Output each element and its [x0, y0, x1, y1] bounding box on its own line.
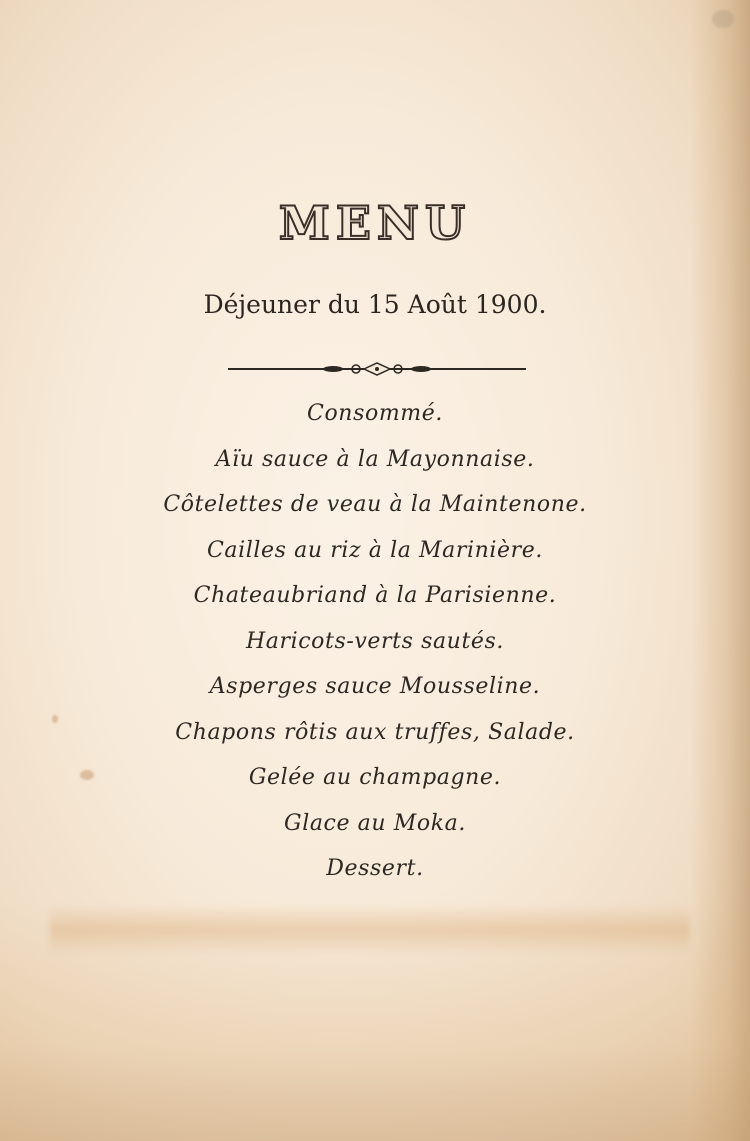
course-list [0, 394, 750, 895]
menu-subtitle: Déjeuner du 15 Août 1900. [203, 290, 547, 319]
course-item: Cailles au riz à la Marinière. [207, 537, 543, 563]
divider-ornament [228, 361, 526, 377]
course-item: Consommé. [307, 401, 443, 426]
stain-spot [712, 10, 734, 28]
water-stain [50, 905, 690, 955]
course-item: Asperges sauce Mousseline. [209, 674, 541, 699]
course-item: Gelée au champagne. [248, 765, 502, 790]
course-item: Haricots-verts sautés. [246, 628, 504, 654]
course-item: Côtelettes de veau à la Maintenone. [163, 492, 587, 517]
course-item: Chateaubriand à la Parisienne. [193, 583, 557, 608]
course-item: Aïu sauce à la Mayonnaise. [215, 446, 535, 472]
course-item: Dessert. [326, 856, 424, 881]
course-item: Chapons rôtis aux truffes, Salade. [175, 719, 575, 745]
course-item: Glace au Moka. [284, 810, 466, 836]
menu-title: MENU [278, 196, 472, 250]
